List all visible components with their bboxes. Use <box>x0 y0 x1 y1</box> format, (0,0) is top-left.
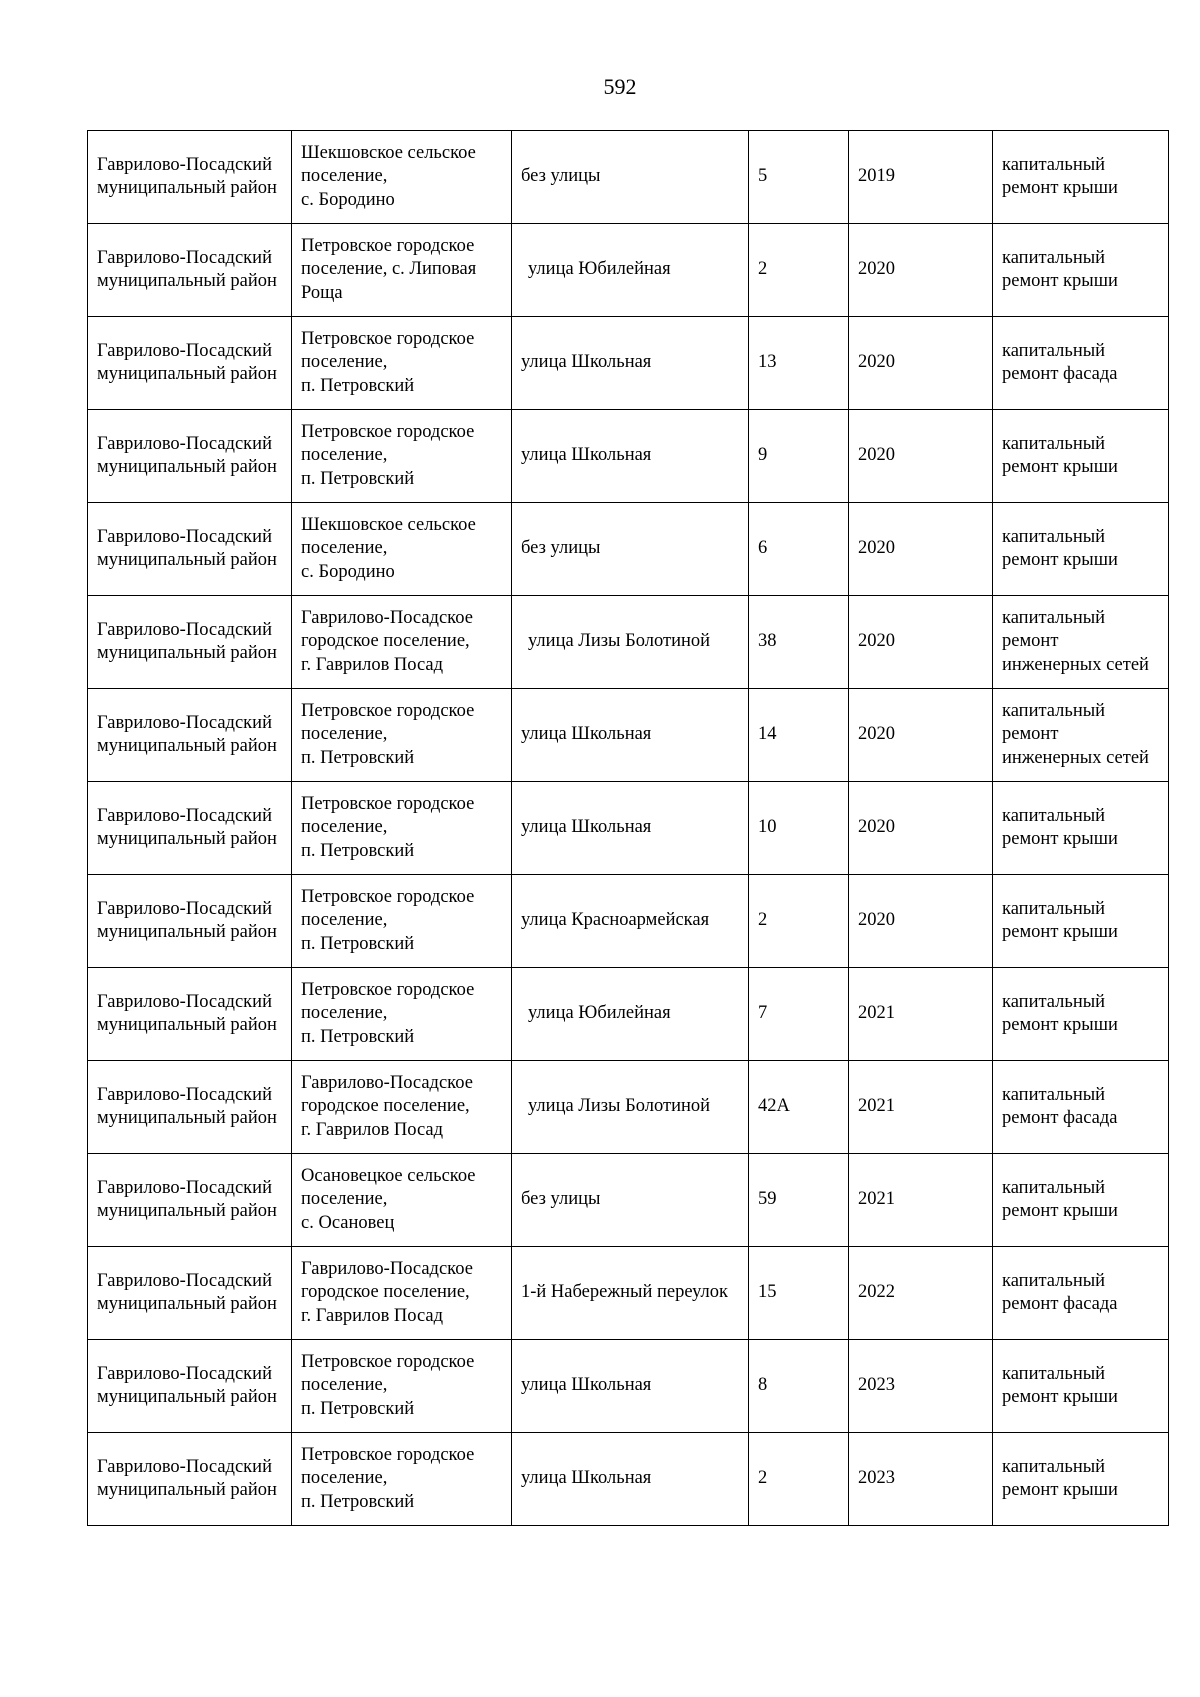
work-type-cell: капитальный ремонт фасада <box>993 317 1169 410</box>
district-cell: Гаврилово-Посадский муниципальный район <box>88 968 292 1061</box>
year-cell: 2020 <box>849 689 993 782</box>
work-type-cell: капитальный ремонт крыши <box>993 968 1169 1061</box>
table-row <box>88 1154 1169 1247</box>
house-number-cell: 13 <box>749 317 849 410</box>
settlement-line: Шекшовское сельское <box>301 514 476 535</box>
settlement-line: Осановецкое сельское <box>301 1165 476 1186</box>
district-cell: Гаврилово-Посадский муниципальный район <box>88 1433 292 1526</box>
house-number-cell: 59 <box>749 1154 849 1247</box>
street-cell: 1-й Набережный переулок <box>512 1247 749 1340</box>
work-type-cell: капитальный ремонт крыши <box>993 131 1169 224</box>
settlement-line: Гаврилово-Посадское <box>301 1072 473 1093</box>
settlement-line: п. Петровский <box>301 840 415 861</box>
settlement-cell <box>292 1154 512 1247</box>
settlement-line: поселение, с. Липовая <box>301 259 477 280</box>
table-body <box>88 131 1169 1526</box>
year-cell: 2023 <box>849 1433 993 1526</box>
settlement-cell <box>292 1247 512 1340</box>
settlement-line: Гаврилово-Посадское <box>301 1258 473 1279</box>
table-row <box>88 224 1169 317</box>
table-row <box>88 1061 1169 1154</box>
work-type-cell: капитальный ремонт крыши <box>993 224 1169 317</box>
district-cell: Гаврилово-Посадский муниципальный район <box>88 131 292 224</box>
settlement-cell <box>292 596 512 689</box>
house-number-cell: 2 <box>749 224 849 317</box>
work-type-cell: капитальный ремонт крыши <box>993 1154 1169 1247</box>
house-number-cell: 5 <box>749 131 849 224</box>
house-number-cell: 9 <box>749 410 849 503</box>
district-cell: Гаврилово-Посадский муниципальный район <box>88 782 292 875</box>
settlement-line: Шекшовское сельское <box>301 142 476 163</box>
house-number-cell: 38 <box>749 596 849 689</box>
district-cell: Гаврилово-Посадский муниципальный район <box>88 317 292 410</box>
district-cell: Гаврилово-Посадский муниципальный район <box>88 1154 292 1247</box>
house-number-cell: 42А <box>749 1061 849 1154</box>
settlement-cell <box>292 317 512 410</box>
street-cell: улица Юбилейная <box>512 224 749 317</box>
table-row <box>88 689 1169 782</box>
settlement-cell <box>292 875 512 968</box>
work-type-cell: капитальный ремонт крыши <box>993 782 1169 875</box>
settlement-line: г. Гаврилов Посад <box>301 1119 444 1140</box>
year-cell: 2021 <box>849 968 993 1061</box>
settlement-line: Петровское городское <box>301 700 475 721</box>
house-number-cell: 10 <box>749 782 849 875</box>
settlement-cell <box>292 968 512 1061</box>
table-row <box>88 1340 1169 1433</box>
settlement-line: г. Гаврилов Посад <box>301 654 444 675</box>
table-row <box>88 1433 1169 1526</box>
settlement-line: п. Петровский <box>301 1026 415 1047</box>
settlement-line: Гаврилово-Посадское <box>301 607 473 628</box>
house-number-cell: 8 <box>749 1340 849 1433</box>
settlement-line: с. Бородино <box>301 561 395 582</box>
settlement-line: с. Бородино <box>301 189 395 210</box>
settlement-line: поселение, <box>301 1375 388 1396</box>
table-row <box>88 1247 1169 1340</box>
street-cell: улица Лизы Болотиной <box>512 596 749 689</box>
settlement-line: Петровское городское <box>301 1444 475 1465</box>
year-cell: 2021 <box>849 1061 993 1154</box>
settlement-cell <box>292 410 512 503</box>
settlement-line: поселение, <box>301 1189 388 1210</box>
street-cell: улица Школьная <box>512 410 749 503</box>
settlement-line: Петровское городское <box>301 235 475 256</box>
page-number: 592 <box>603 74 637 99</box>
settlement-cell <box>292 1433 512 1526</box>
settlement-line: поселение, <box>301 724 388 745</box>
house-number-cell: 2 <box>749 875 849 968</box>
street-cell: улица Школьная <box>512 782 749 875</box>
table-row <box>88 782 1169 875</box>
settlement-line: городское поселение, <box>301 1282 470 1303</box>
year-cell: 2020 <box>849 410 993 503</box>
settlement-line: Петровское городское <box>301 1351 475 1372</box>
year-cell: 2020 <box>849 503 993 596</box>
street-cell: без улицы <box>512 131 749 224</box>
table-row <box>88 410 1169 503</box>
house-number-cell: 14 <box>749 689 849 782</box>
settlement-line: городское поселение, <box>301 631 470 652</box>
settlement-cell <box>292 1340 512 1433</box>
table-row <box>88 875 1169 968</box>
settlement-line: Роща <box>301 282 343 303</box>
settlement-line: Петровское городское <box>301 328 475 349</box>
settlement-line: п. Петровский <box>301 375 415 396</box>
table-row <box>88 317 1169 410</box>
work-type-cell: капитальный ремонт инженерных сетей <box>993 596 1169 689</box>
settlement-line: Петровское городское <box>301 886 475 907</box>
street-cell: улица Юбилейная <box>512 968 749 1061</box>
work-type-cell: капитальный ремонт крыши <box>993 1340 1169 1433</box>
district-cell: Гаврилово-Посадский муниципальный район <box>88 503 292 596</box>
settlement-line: п. Петровский <box>301 1398 415 1419</box>
settlement-line: п. Петровский <box>301 468 415 489</box>
district-cell: Гаврилово-Посадский муниципальный район <box>88 224 292 317</box>
table-row <box>88 596 1169 689</box>
housing-repair-table <box>87 130 1169 1526</box>
house-number-cell: 6 <box>749 503 849 596</box>
street-cell: улица Школьная <box>512 1433 749 1526</box>
settlement-line: п. Петровский <box>301 933 415 954</box>
district-cell: Гаврилово-Посадский муниципальный район <box>88 1340 292 1433</box>
table-row <box>88 131 1169 224</box>
settlement-cell <box>292 131 512 224</box>
work-type-cell: капитальный ремонт фасада <box>993 1247 1169 1340</box>
year-cell: 2019 <box>849 131 993 224</box>
settlement-line: Петровское городское <box>301 421 475 442</box>
settlement-line: Петровское городское <box>301 979 475 1000</box>
settlement-line: поселение, <box>301 910 388 931</box>
work-type-cell: капитальный ремонт крыши <box>993 410 1169 503</box>
street-cell: без улицы <box>512 503 749 596</box>
work-type-cell: капитальный ремонт крыши <box>993 875 1169 968</box>
work-type-cell: капитальный ремонт крыши <box>993 1433 1169 1526</box>
district-cell: Гаврилово-Посадский муниципальный район <box>88 1247 292 1340</box>
settlement-line: поселение, <box>301 352 388 373</box>
street-cell: улица Красноармейская <box>512 875 749 968</box>
settlement-line: г. Гаврилов Посад <box>301 1305 444 1326</box>
year-cell: 2021 <box>849 1154 993 1247</box>
year-cell: 2023 <box>849 1340 993 1433</box>
year-cell: 2020 <box>849 317 993 410</box>
settlement-line: п. Петровский <box>301 1491 415 1512</box>
table-row <box>88 503 1169 596</box>
settlement-cell <box>292 689 512 782</box>
settlement-line: городское поселение, <box>301 1096 470 1117</box>
settlement-cell <box>292 782 512 875</box>
street-cell: улица Школьная <box>512 689 749 782</box>
year-cell: 2020 <box>849 596 993 689</box>
year-cell: 2022 <box>849 1247 993 1340</box>
street-cell: без улицы <box>512 1154 749 1247</box>
settlement-line: поселение, <box>301 166 388 187</box>
settlement-cell <box>292 503 512 596</box>
house-number-cell: 15 <box>749 1247 849 1340</box>
settlement-line: поселение, <box>301 817 388 838</box>
year-cell: 2020 <box>849 875 993 968</box>
district-cell: Гаврилово-Посадский муниципальный район <box>88 875 292 968</box>
work-type-cell: капитальный ремонт крыши <box>993 503 1169 596</box>
district-cell: Гаврилово-Посадский муниципальный район <box>88 410 292 503</box>
house-number-cell: 7 <box>749 968 849 1061</box>
street-cell: улица Школьная <box>512 317 749 410</box>
district-cell: Гаврилово-Посадский муниципальный район <box>88 596 292 689</box>
settlement-cell <box>292 224 512 317</box>
year-cell: 2020 <box>849 224 993 317</box>
settlement-line: поселение, <box>301 445 388 466</box>
street-cell: улица Лизы Болотиной <box>512 1061 749 1154</box>
settlement-line: п. Петровский <box>301 747 415 768</box>
settlement-line: Петровское городское <box>301 793 475 814</box>
settlement-line: с. Осановец <box>301 1212 395 1233</box>
district-cell: Гаврилово-Посадский муниципальный район <box>88 689 292 782</box>
settlement-line: поселение, <box>301 1003 388 1024</box>
settlement-line: поселение, <box>301 538 388 559</box>
street-cell: улица Школьная <box>512 1340 749 1433</box>
work-type-cell: капитальный ремонт инженерных сетей <box>993 689 1169 782</box>
district-cell: Гаврилово-Посадский муниципальный район <box>88 1061 292 1154</box>
house-number-cell: 2 <box>749 1433 849 1526</box>
work-type-cell: капитальный ремонт фасада <box>993 1061 1169 1154</box>
table-row <box>88 968 1169 1061</box>
settlement-line: поселение, <box>301 1468 388 1489</box>
year-cell: 2020 <box>849 782 993 875</box>
settlement-cell <box>292 1061 512 1154</box>
